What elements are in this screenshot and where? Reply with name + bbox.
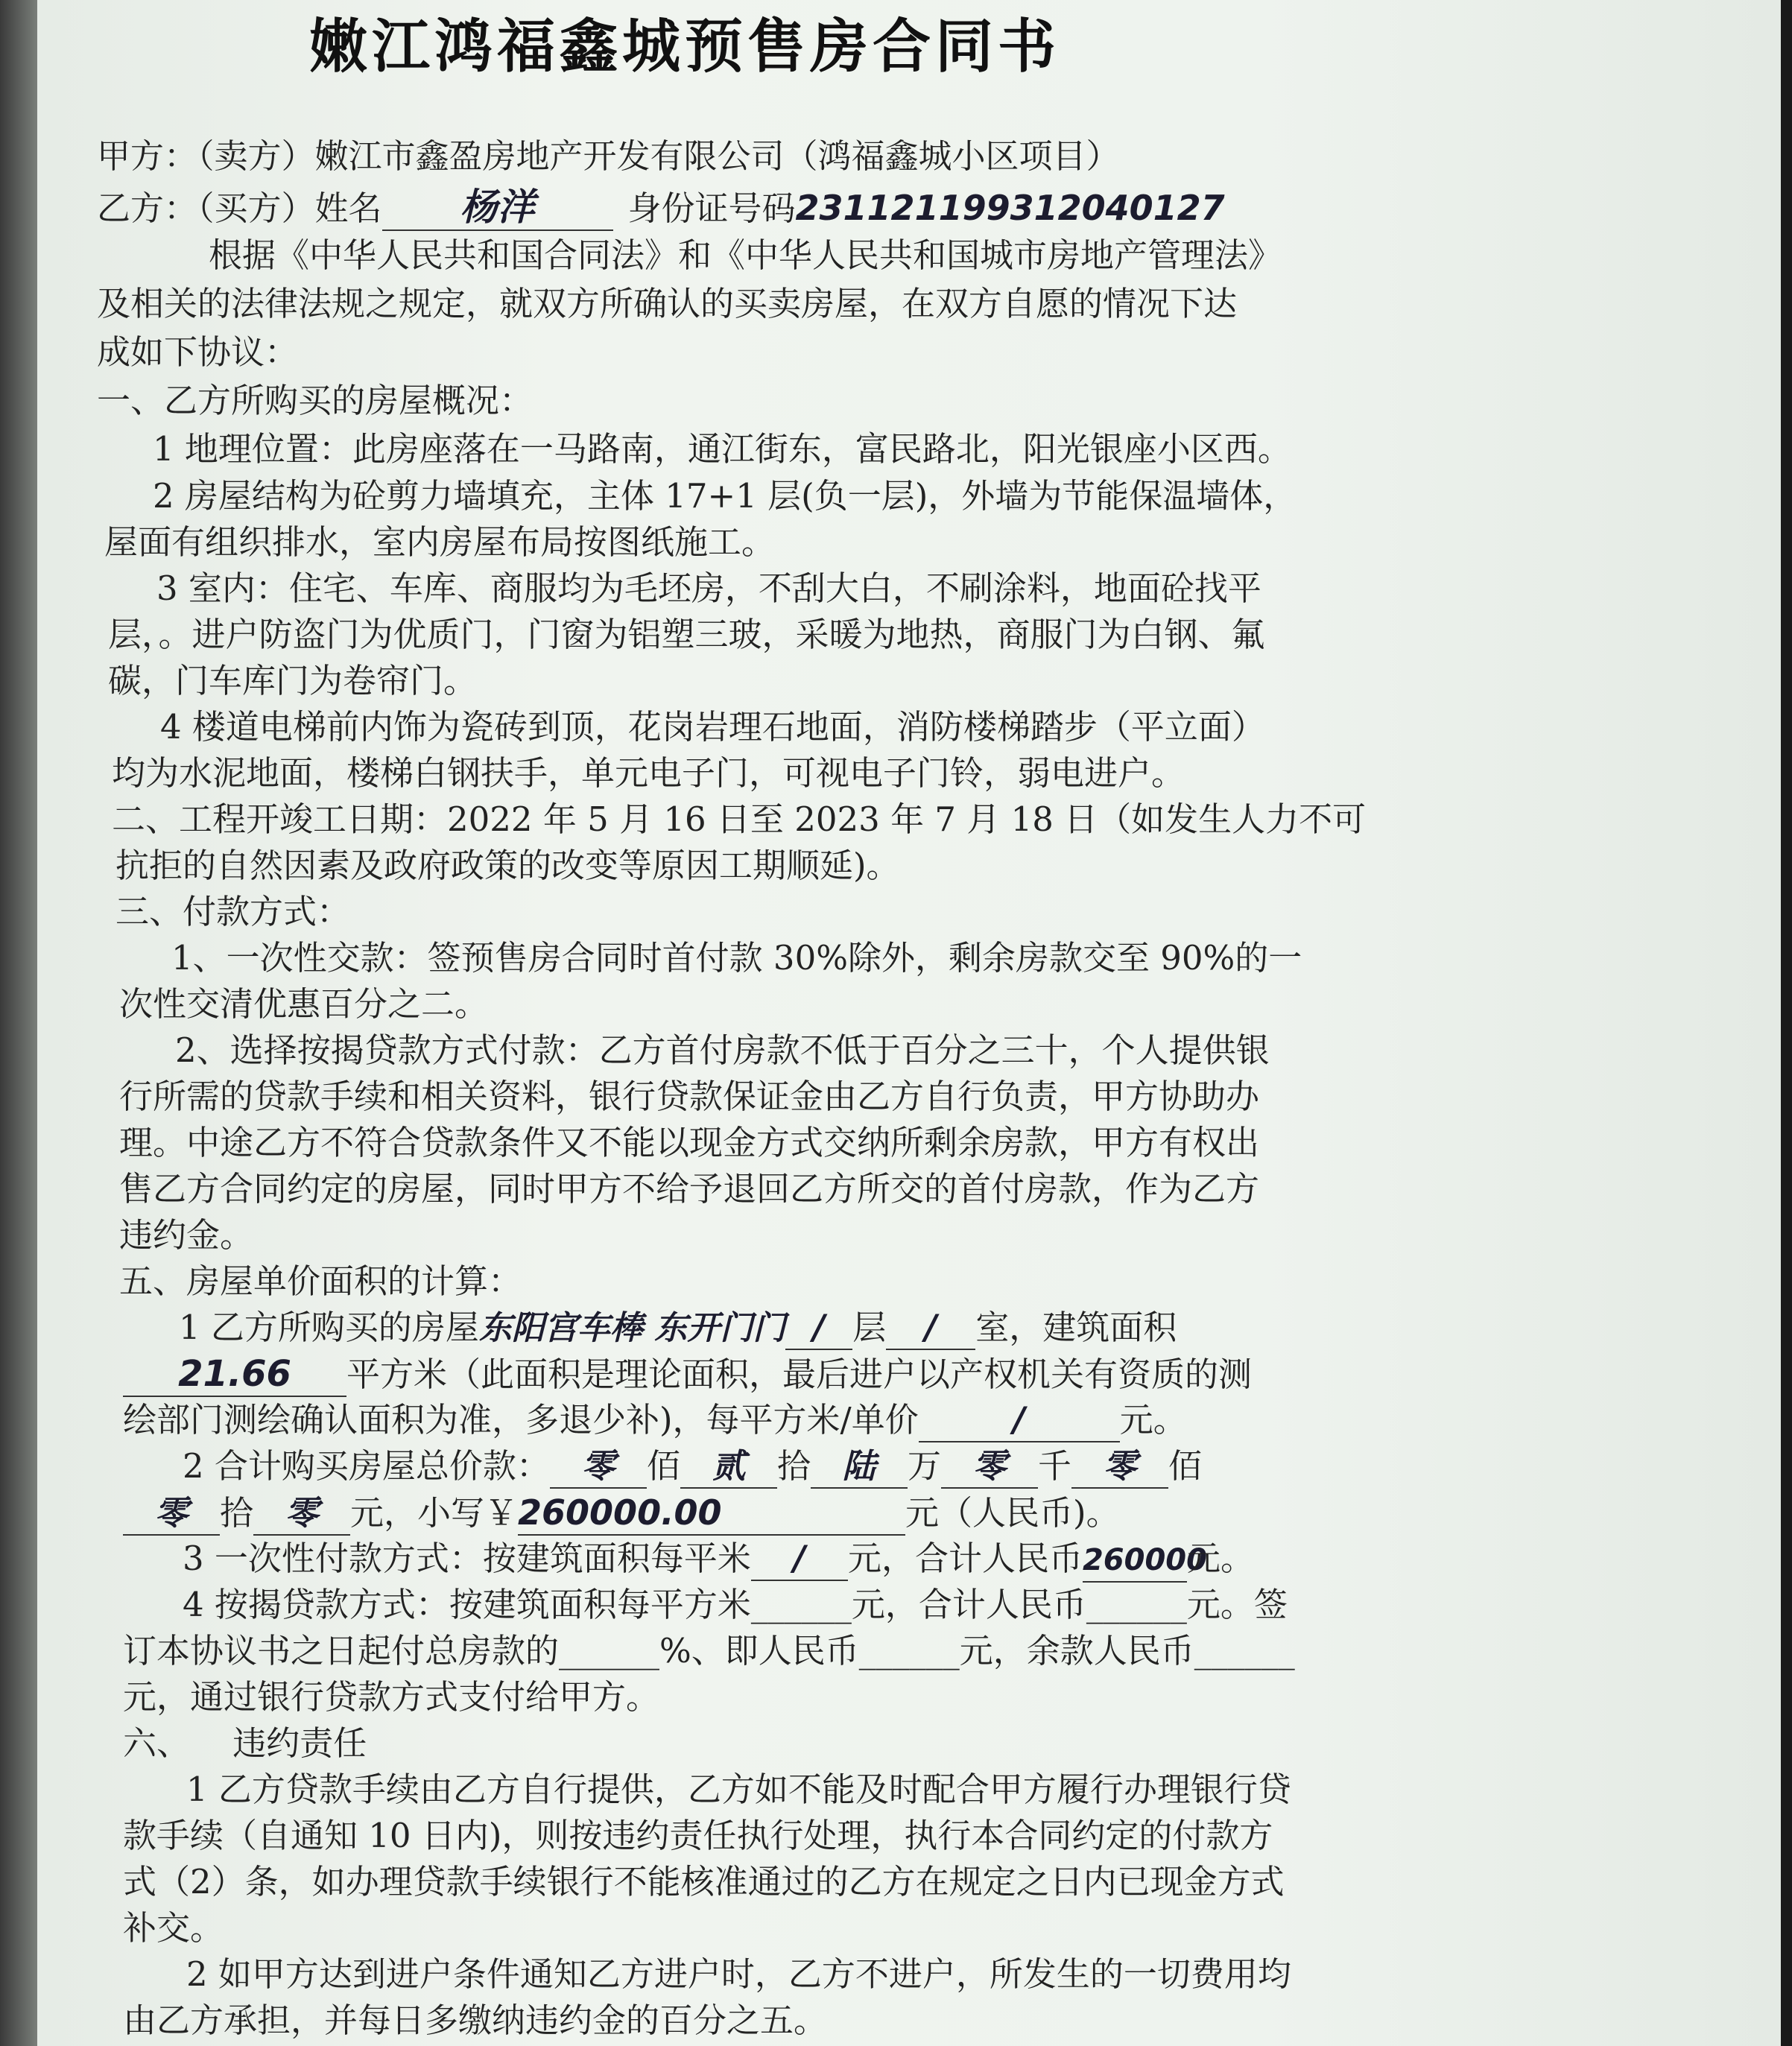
s1-line-7: 4 楼道电梯前内饰为瓷砖到顶，花岗岩理石地面，消防楼梯踏步（平立面） (160, 707, 1265, 747)
digit-shi (123, 1492, 220, 1536)
id-number-handwriting: 231121199312040127 (795, 188, 1225, 228)
digit-qian-hand: 零 (972, 1446, 1007, 1486)
s6-line-5: 2 如甲方达到进户条件通知乙方进户时，乙方不进户，所发生的一切费用均 (186, 1954, 1291, 1994)
s5-l5-end: 元（人民币)。 (905, 1493, 1120, 1533)
s5-l6-text: 3 一次性付款方式：按建筑面积每平米 (183, 1539, 751, 1578)
s3-line-5: 理。中途乙方不符合贷款条件又不能以现金方式交纳所剩余房款，甲方有权出 (119, 1123, 1260, 1162)
digit-bai-hand: 零 (1103, 1446, 1137, 1486)
preamble-line-3: 成如下协议： (97, 332, 299, 372)
s5-line-9: 元，通过银行贷款方式支付给甲方。 (123, 1677, 660, 1717)
unit-price-field (919, 1399, 1120, 1442)
location-handwriting: 东阳宫车棒 东开门门 (478, 1309, 786, 1347)
buyer-name-handwriting: 杨洋 (460, 186, 535, 229)
digit-baiwan (550, 1445, 647, 1489)
unit-shi: 拾 (776, 1446, 811, 1486)
buyer-name-field (382, 186, 613, 231)
s2-line-2: 抗拒的自然因素及政府政策的改变等原因工期顺延)。 (115, 846, 900, 885)
scan-left-edge (0, 0, 37, 2046)
s5-line-4 (183, 1445, 1202, 1489)
s5-line-7: 4 按揭贷款方式：按建筑面积每平方米______元，合计人民币______元。签 (183, 1585, 1288, 1624)
unit-price-slash: / (1013, 1400, 1025, 1440)
section-3-heading: 三、付款方式： (115, 892, 351, 931)
document-title: 嫩江鸿福鑫城预售房合同书 (309, 13, 1061, 80)
lowercase-total-hand: 260000.00 (518, 1492, 722, 1533)
s1-line-2: 2 房屋结构为砼剪力墙填充，主体 17+1 层(负一层)，外墙为节能保温墙体， (153, 476, 1297, 516)
lowercase-total-field (518, 1492, 905, 1536)
digit-shi-hand: 零 (154, 1493, 189, 1533)
contract-page (37, 0, 1781, 2046)
section-6-heading: 六、 违约责任 (123, 1723, 367, 1763)
room-field (886, 1307, 975, 1350)
floor-field (785, 1307, 852, 1350)
lump-unit-price-field (751, 1538, 848, 1581)
s1-line-8: 均为水泥地面，楼梯白钢扶手，单元电子门，可视电子门铃，弱电进户。 (112, 753, 1185, 793)
digit-qian (941, 1445, 1038, 1489)
s5-l2-text: 平方米（此面积是理论面积，最后进户以产权机关有资质的测 (346, 1355, 1253, 1394)
s3-line-7: 违约金。 (119, 1215, 254, 1255)
s5-line-3 (123, 1399, 1187, 1442)
s5-l3-text: 绘部门测绘确认面积为准，多退少补)，每平方米/单价 (123, 1400, 919, 1440)
area-handwriting: 21.66 (178, 1353, 291, 1395)
floor-label: 层 (852, 1308, 887, 1347)
s5-l3-end: 元。 (1119, 1400, 1187, 1440)
unit-shi-2: 拾 (220, 1493, 254, 1533)
s6-line-4: 补交。 (123, 1908, 224, 1948)
s1-line-1: 1 地理位置：此房座落在一马路南，通江街东，富民路北，阳光银座小区西。 (153, 429, 1291, 469)
s1-line-6: 碳，门车库门为卷帘门。 (108, 661, 478, 700)
s1-line-5: 层，。进户防盗门为优质门，门窗为铝塑三玻，采暖为地热，商服门为白钢、氟 (108, 615, 1265, 654)
digit-shiwan (680, 1445, 777, 1489)
s5-line-1 (179, 1307, 1177, 1350)
s3-line-2: 次性交清优惠百分之二。 (119, 984, 489, 1024)
digit-wan (811, 1445, 908, 1489)
floor-slash: / (813, 1308, 826, 1347)
digit-baiwan-hand: 零 (581, 1446, 615, 1486)
s3-line-1: 1、一次性交款：签预售房合同时首付款 30%除外，剩余房款交至 90%的一 (171, 938, 1302, 978)
unit-bai-2: 佰 (1168, 1446, 1203, 1486)
party-b-prefix: 乙方：（买方）姓名 (97, 189, 382, 228)
s3-line-6: 售乙方合同约定的房屋，同时甲方不给予退回乙方所交的首付房款，作为乙方 (119, 1169, 1260, 1209)
room-slash: / (925, 1308, 937, 1347)
unit-qian: 千 (1037, 1446, 1071, 1486)
s5-line-6 (183, 1538, 1254, 1583)
section-1-heading: 一、乙方所购买的房屋概况： (97, 381, 534, 420)
section-5-heading: 五、房屋单价面积的计算： (119, 1261, 522, 1301)
s5-line-8: 订本协议书之日起付总房款的______%、即人民币______元，余款人民币______ (123, 1631, 1295, 1670)
s3-line-4: 行所需的贷款手续和相关资料，银行贷款保证金由乙方自行负责，甲方协助办 (119, 1077, 1260, 1116)
lump-unit-slash: / (793, 1539, 806, 1578)
s3-line-3: 2、选择按揭贷款方式付款：乙方首付房款不低于百分之三十，个人提供银 (175, 1030, 1270, 1070)
s6-line-2: 款手续（自通知 10 日内)，则按违约责任执行处理，执行本合同约定的付款方 (123, 1816, 1273, 1855)
s5-l6-mid: 元，合计人民币 (847, 1539, 1083, 1578)
s6-line-6: 由乙方承担，并每日多缴纳违约金的百分之五。 (123, 2001, 828, 2040)
total-price-label: 2 合计购买房屋总价款： (183, 1446, 550, 1486)
s1-line-3: 屋面有组织排水，室内房屋布局按图纸施工。 (104, 522, 776, 562)
party-a-line: 甲方：（卖方）嫩江市鑫盈房地产开发有限公司（鸿福鑫城小区项目） (97, 136, 1120, 176)
lowercase-label: 元，小写￥ (350, 1493, 519, 1533)
party-b-line (97, 186, 1225, 231)
s6-line-3: 式（2）条，如办理贷款手续银行不能核准通过的乙方在规定之日内已现金方式 (123, 1862, 1285, 1901)
unit-bai: 佰 (646, 1446, 680, 1486)
digit-shiwan-hand: 贰 (712, 1446, 746, 1486)
id-label: 身份证号码 (627, 189, 796, 228)
room-label: 室，建筑面积 (975, 1308, 1177, 1347)
digit-wan-hand: 陆 (842, 1446, 876, 1486)
digit-bai (1071, 1445, 1168, 1489)
lump-total-field (1082, 1538, 1207, 1583)
s5-l1-text: 1 乙方所购买的房屋 (179, 1308, 479, 1347)
s1-line-4: 3 室内：住宅、车库、商服均为毛坯房，不刮大白，不刷涂料，地面砼找平 (156, 568, 1261, 608)
area-field (123, 1353, 346, 1397)
s6-line-1: 1 乙方贷款手续由乙方自行提供，乙方如不能及时配合甲方履行办理银行贷 (186, 1770, 1291, 1809)
s2-line-1: 二、工程开竣工日期：2022 年 5 月 16 日至 2023 年 7 月 18 日（如发生人力不可 (112, 799, 1367, 839)
unit-wan: 万 (907, 1446, 941, 1486)
lump-total-hand: 260000 (1082, 1543, 1207, 1577)
preamble-line-2: 及相关的法律法规之规定，就双方所确认的买卖房屋，在双方自愿的情况下达 (97, 284, 1238, 323)
digit-yuan-hand: 零 (285, 1493, 319, 1533)
s5-line-2 (123, 1353, 1252, 1397)
s5-l6-end: 元。 (1186, 1539, 1254, 1578)
s5-line-5 (123, 1492, 1120, 1536)
digit-yuan (253, 1492, 350, 1536)
preamble-line-1: 根据《中华人民共和国合同法》和《中华人民共和国城市房地产管理法》 (209, 235, 1282, 275)
